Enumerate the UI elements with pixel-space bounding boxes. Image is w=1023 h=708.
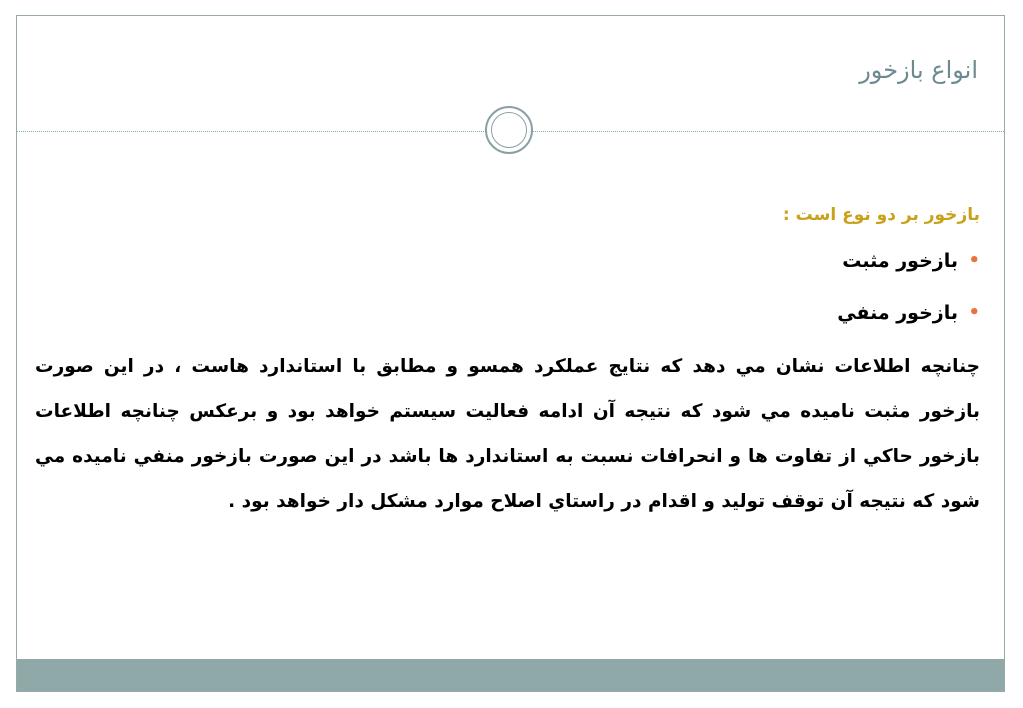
bullet-dot-icon: • — [968, 302, 980, 323]
slide-content — [35, 198, 980, 524]
bullet-label: بازخور مثبت — [842, 250, 958, 272]
bullet-item-negative — [35, 298, 980, 328]
footer-bar — [17, 659, 1004, 691]
bullet-item-positive — [35, 246, 980, 276]
intro-text: بازخور بر دو نوع است : — [782, 205, 980, 225]
inner-circle — [491, 112, 527, 148]
slide — [16, 15, 1005, 692]
slide-title: انواع بازخور — [859, 56, 978, 84]
bullet-label: بازخور منفي — [837, 302, 958, 324]
double-circle-icon — [485, 106, 533, 154]
body-paragraph: چنانچه اطلاعات نشان مي دهد كه نتايج عملكرد همسو و مطابق با استاندارد هاست ، در اين صورت بازخور مثبت ناميده مي شود كه نتيجه آن ادامه فعاليت سيستم خواهد بود و برعكس چنانچه اطلاعات بازخور حاكي از تفاوت ها و انحرافات نسبت به استاندارد ها باشد در اين صورت بازخور منفي ناميده مي شود كه نتيجه آن توقف توليد و اقدام در راستاي اصلاح موارد مشكل دار خواهد بود . — [35, 356, 980, 512]
bullet-dot-icon: • — [968, 250, 980, 271]
